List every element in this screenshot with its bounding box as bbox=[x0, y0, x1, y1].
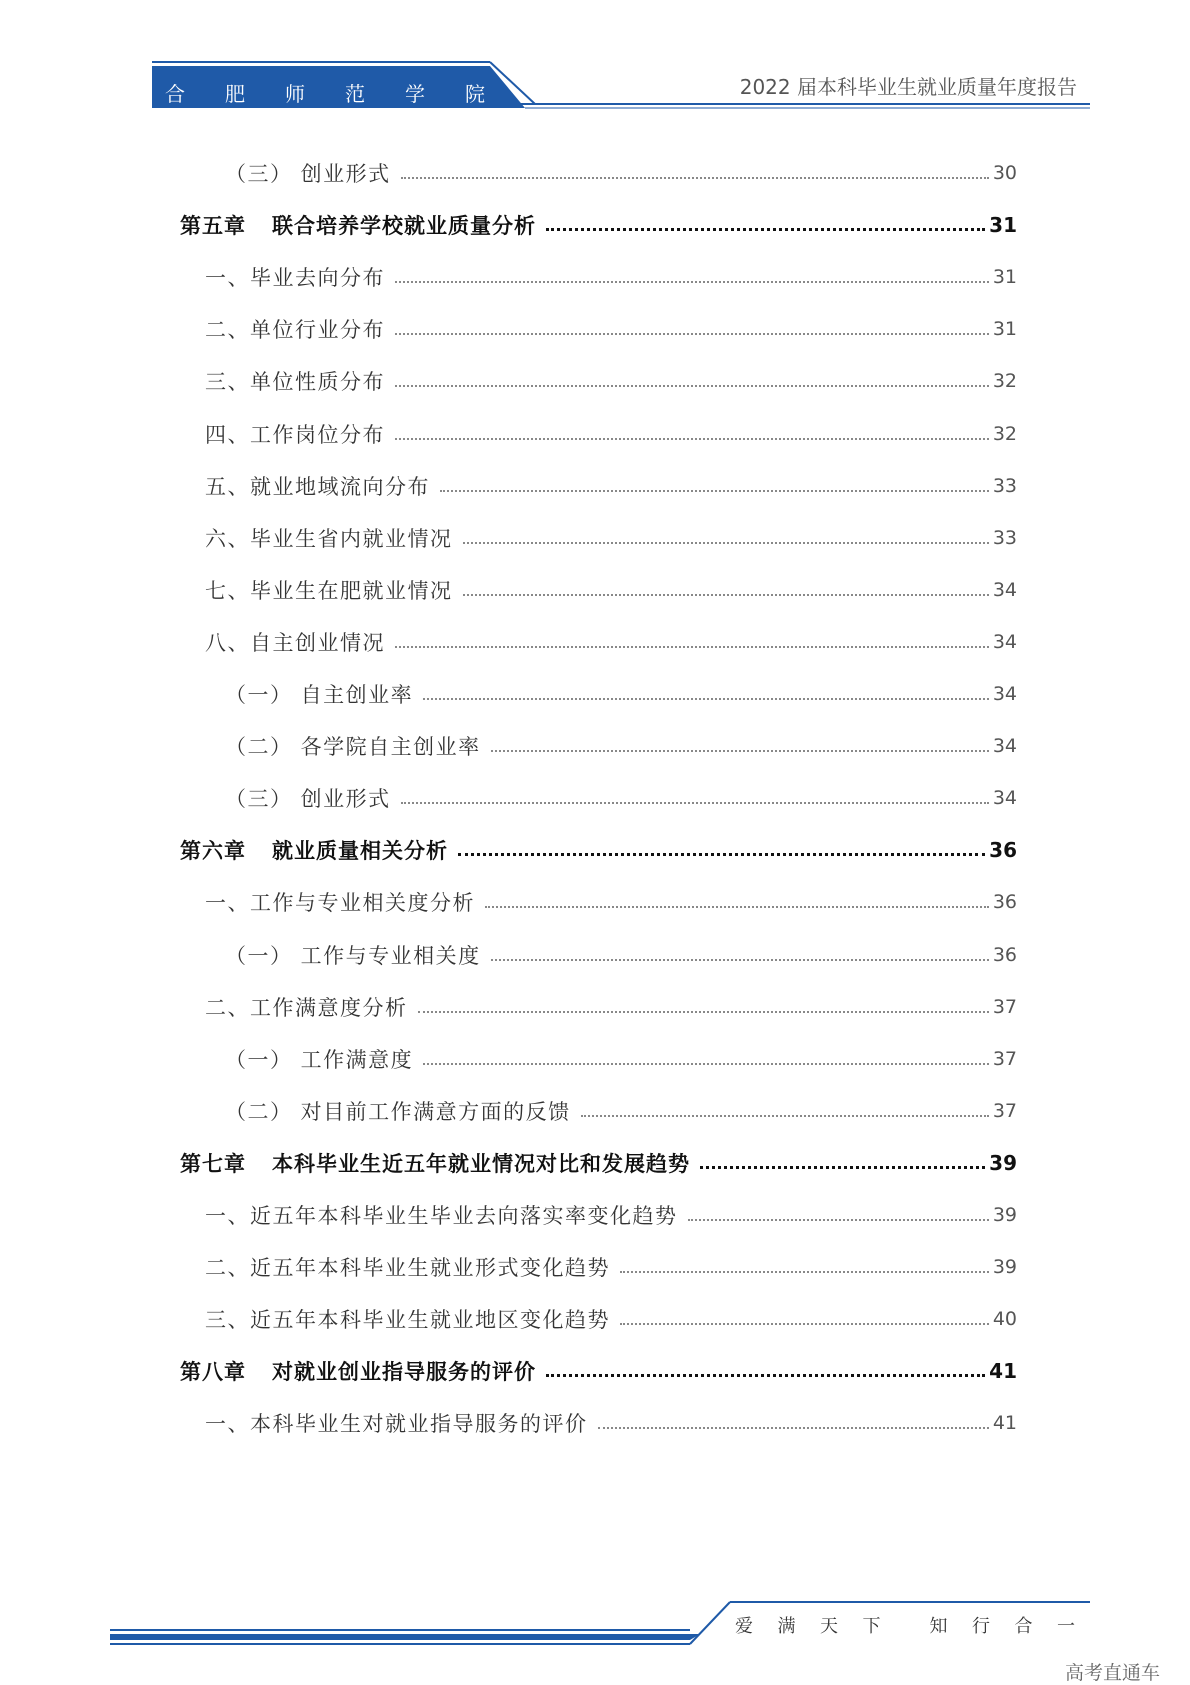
toc-entry-title: 一、工作与专业相关度分析 bbox=[205, 891, 475, 915]
toc-page-number: 31 bbox=[989, 213, 1017, 237]
toc-entry[interactable] bbox=[205, 1195, 1017, 1235]
toc-entry-title: 一、近五年本科毕业生毕业去向落实率变化趋势 bbox=[205, 1204, 678, 1228]
toc-chapter-title: 对就业创业指导服务的评价 bbox=[272, 1360, 536, 1384]
toc-dot-leader bbox=[395, 280, 989, 283]
toc-entry[interactable] bbox=[225, 778, 1017, 818]
toc-entry-title: （一） 自主创业率 bbox=[225, 683, 414, 707]
toc-dot-leader bbox=[491, 749, 989, 752]
toc-page-number: 33 bbox=[992, 527, 1017, 549]
toc-entry[interactable] bbox=[225, 674, 1017, 714]
toc-dot-leader bbox=[423, 697, 989, 700]
toc-page-number: 36 bbox=[992, 891, 1017, 913]
toc-entry-title: 四、工作岗位分布 bbox=[205, 423, 385, 447]
toc-dot-leader bbox=[395, 645, 989, 648]
toc-entry[interactable] bbox=[205, 309, 1017, 349]
toc-chapter-number: 第六章 bbox=[180, 839, 246, 863]
toc-page-number: 33 bbox=[992, 475, 1017, 497]
toc-entry[interactable] bbox=[205, 361, 1017, 401]
toc-page-number: 37 bbox=[992, 1048, 1017, 1070]
toc-entry-title: （二） 对目前工作满意方面的反馈 bbox=[225, 1100, 571, 1124]
toc-entry-title: 二、单位行业分布 bbox=[205, 318, 385, 342]
motto-char: 知 bbox=[929, 1616, 948, 1637]
motto-char: 合 bbox=[1014, 1616, 1033, 1637]
school-name-char: 学 bbox=[405, 82, 425, 106]
toc-page-number: 34 bbox=[992, 787, 1017, 809]
toc-entry-title: （三） 创业形式 bbox=[225, 787, 391, 811]
toc-entry-title: （一） 工作满意度 bbox=[225, 1048, 414, 1072]
toc-chapter-number: 第七章 bbox=[180, 1152, 246, 1176]
toc-dot-leader bbox=[463, 541, 989, 544]
toc-entry-title: （一） 工作与专业相关度 bbox=[225, 944, 481, 968]
toc-dot-leader bbox=[546, 227, 985, 231]
toc-dot-leader bbox=[440, 489, 989, 492]
toc-entry[interactable] bbox=[225, 153, 1017, 193]
toc-entry-title: 三、单位性质分布 bbox=[205, 370, 385, 394]
page-header bbox=[0, 0, 1190, 120]
toc-entry-title: （三） 创业形式 bbox=[225, 162, 391, 186]
toc-page-number: 41 bbox=[989, 1359, 1017, 1383]
toc-dot-leader bbox=[620, 1270, 989, 1273]
toc-dot-leader bbox=[418, 1010, 989, 1013]
toc-entry[interactable] bbox=[205, 882, 1017, 922]
toc-entry-title: 八、自主创业情况 bbox=[205, 631, 385, 655]
school-name-char: 肥 bbox=[225, 82, 245, 106]
motto-char: 满 bbox=[777, 1616, 796, 1637]
toc-entry[interactable] bbox=[205, 414, 1017, 454]
motto-char: 一 bbox=[1057, 1616, 1075, 1637]
toc-dot-leader bbox=[401, 176, 989, 179]
toc-page-number: 40 bbox=[992, 1308, 1017, 1330]
toc-page-number: 31 bbox=[992, 318, 1017, 340]
toc-chapter-title: 联合培养学校就业质量分析 bbox=[272, 214, 536, 238]
toc-entry[interactable] bbox=[205, 1247, 1017, 1287]
watermark-text: 高考直通车 bbox=[1064, 1662, 1160, 1684]
toc-page-number: 34 bbox=[992, 683, 1017, 705]
toc-dot-leader bbox=[546, 1373, 985, 1377]
toc-entry[interactable] bbox=[205, 622, 1017, 662]
motto-char: 爱 bbox=[735, 1616, 753, 1637]
toc-page-number: 34 bbox=[992, 735, 1017, 757]
toc-chapter-entry[interactable] bbox=[180, 1351, 1017, 1391]
motto-char: 下 bbox=[862, 1616, 881, 1637]
toc-entry-title bbox=[180, 1148, 690, 1178]
toc-chapter-number: 第五章 bbox=[180, 214, 246, 238]
toc-chapter-entry[interactable] bbox=[180, 830, 1017, 870]
toc-entry-title: 三、近五年本科毕业生就业地区变化趋势 bbox=[205, 1308, 610, 1332]
toc-chapter-title: 本科毕业生近五年就业情况对比和发展趋势 bbox=[272, 1152, 690, 1176]
school-name-char: 师 bbox=[285, 82, 305, 106]
toc-page-number: 32 bbox=[992, 370, 1017, 392]
toc-entry-title: 一、毕业去向分布 bbox=[205, 266, 385, 290]
toc-dot-leader bbox=[395, 332, 989, 335]
toc-entry[interactable] bbox=[205, 987, 1017, 1027]
toc-entry[interactable] bbox=[205, 1299, 1017, 1339]
toc-dot-leader bbox=[395, 437, 989, 440]
toc-entry-title bbox=[180, 1356, 536, 1386]
school-name-char: 合 bbox=[165, 82, 185, 106]
toc-dot-leader bbox=[401, 801, 989, 804]
school-name-char: 范 bbox=[345, 82, 365, 106]
toc-entry-title: 二、工作满意度分析 bbox=[205, 996, 408, 1020]
toc-page-number: 32 bbox=[992, 423, 1017, 445]
toc-entry-title: 二、近五年本科毕业生就业形式变化趋势 bbox=[205, 1256, 610, 1280]
motto-char: 行 bbox=[972, 1616, 990, 1637]
toc-entry-title bbox=[180, 210, 536, 240]
toc-entry-title: 五、就业地域流向分布 bbox=[205, 475, 430, 499]
toc-entry[interactable] bbox=[205, 257, 1017, 297]
toc-page-number: 39 bbox=[989, 1151, 1017, 1175]
toc-chapter-title: 就业质量相关分析 bbox=[272, 839, 448, 863]
toc-entry-title: 七、毕业生在肥就业情况 bbox=[205, 579, 453, 603]
toc-dot-leader bbox=[620, 1322, 989, 1325]
toc-page-number: 39 bbox=[992, 1256, 1017, 1278]
toc-dot-leader bbox=[485, 905, 989, 908]
toc-entry-title: （二） 各学院自主创业率 bbox=[225, 735, 481, 759]
toc-chapter-number: 第八章 bbox=[180, 1360, 246, 1384]
toc-page-number: 34 bbox=[992, 579, 1017, 601]
toc-page-number: 31 bbox=[992, 266, 1017, 288]
toc-dot-leader bbox=[688, 1218, 989, 1221]
toc-entry-title: 六、毕业生省内就业情况 bbox=[205, 527, 453, 551]
toc-dot-leader bbox=[463, 593, 989, 596]
toc-page-number: 30 bbox=[992, 162, 1017, 184]
toc-page-number: 39 bbox=[992, 1204, 1017, 1226]
toc-entry[interactable] bbox=[205, 1403, 1017, 1443]
toc-page-number: 41 bbox=[992, 1412, 1017, 1434]
toc-entry[interactable] bbox=[205, 570, 1017, 610]
toc-entry[interactable] bbox=[205, 518, 1017, 558]
toc-entry-title: 一、本科毕业生对就业指导服务的评价 bbox=[205, 1412, 588, 1436]
toc-page-number: 36 bbox=[989, 838, 1017, 862]
motto-char: 天 bbox=[820, 1616, 838, 1637]
toc-entry-title bbox=[180, 835, 448, 865]
toc-dot-leader bbox=[598, 1426, 989, 1429]
toc-entry[interactable] bbox=[225, 1091, 1017, 1131]
toc-dot-leader bbox=[395, 384, 989, 387]
toc-entry[interactable] bbox=[225, 935, 1017, 975]
toc-dot-leader bbox=[581, 1114, 989, 1117]
toc-dot-leader bbox=[423, 1062, 989, 1065]
toc-page-number: 37 bbox=[992, 1100, 1017, 1122]
page-footer bbox=[0, 1590, 1190, 1683]
report-title: 2022 届本科毕业生就业质量年度报告 bbox=[739, 75, 1077, 99]
toc-dot-leader bbox=[491, 958, 989, 961]
toc-dot-leader bbox=[700, 1165, 985, 1169]
toc-page-number: 36 bbox=[992, 944, 1017, 966]
school-name bbox=[165, 78, 485, 107]
school-name-char: 院 bbox=[465, 82, 485, 106]
toc-dot-leader bbox=[458, 852, 985, 856]
toc-page-number: 37 bbox=[992, 996, 1017, 1018]
toc-chapter-entry[interactable] bbox=[180, 205, 1017, 245]
toc-chapter-entry[interactable] bbox=[180, 1143, 1017, 1183]
toc-page-number: 34 bbox=[992, 631, 1017, 653]
toc-entry[interactable] bbox=[225, 1039, 1017, 1079]
toc-entry[interactable] bbox=[225, 726, 1017, 766]
footer-motto bbox=[735, 1612, 1075, 1638]
toc-entry[interactable] bbox=[205, 466, 1017, 506]
